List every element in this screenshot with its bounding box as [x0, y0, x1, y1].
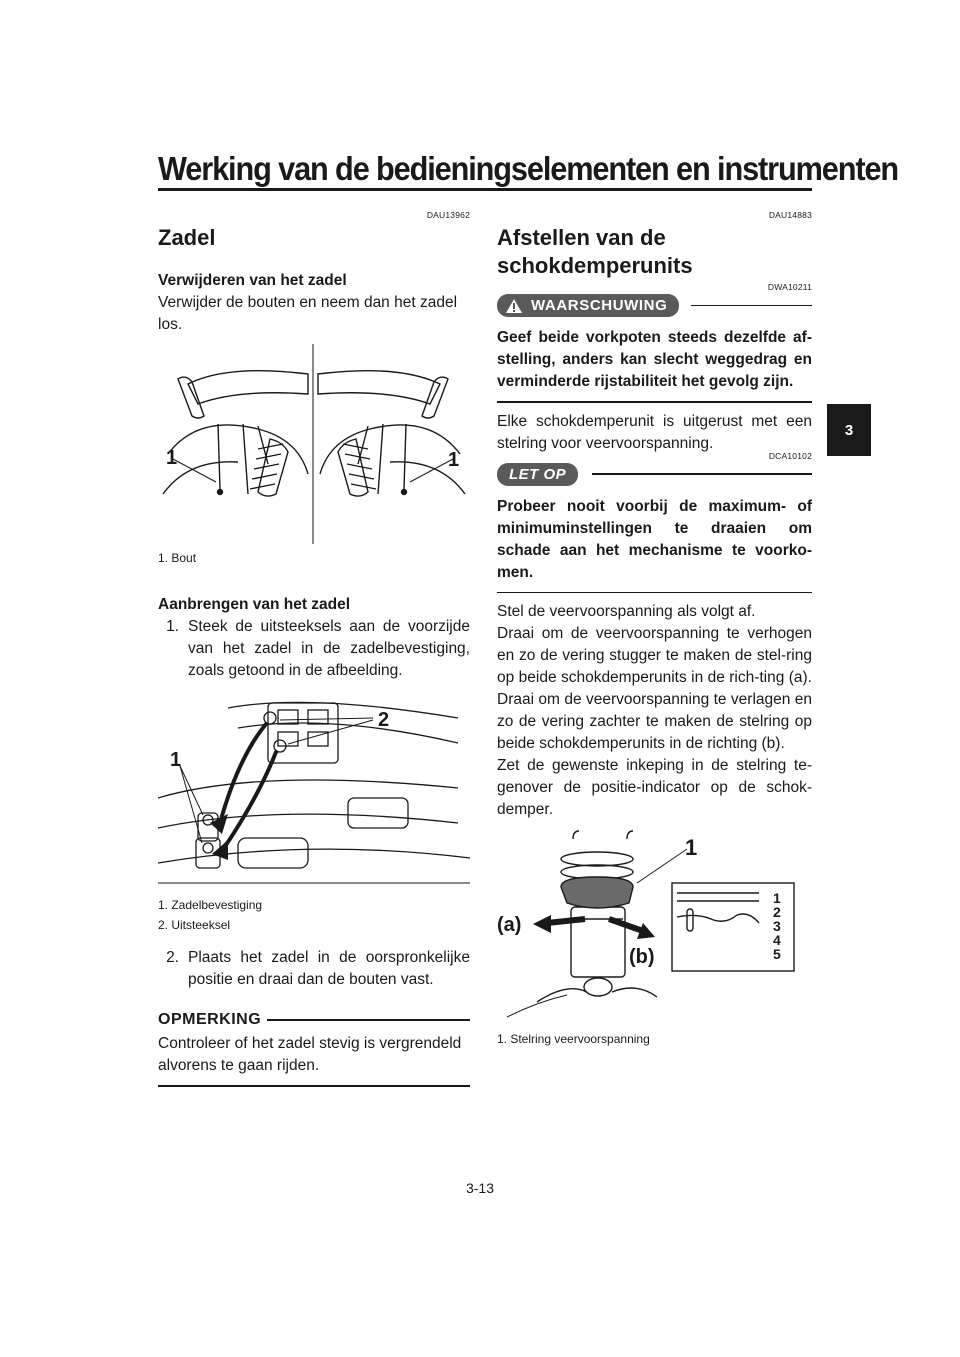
scale-mark-4: 4 [773, 932, 781, 948]
caution-code: DCA10102 [768, 450, 812, 461]
section-title-line1: Afstellen van de [497, 225, 666, 250]
paragraph-directions: Draai om de veervoorspanning te verhogen en zo de vering stugger te maken de stel-ring op beide schokdemperunits in de rich-ting (a). Draai om de veervoorspanning te verlagen en zo de vering zachter te maken de stelring op beide schokdemperunits in de richting (b). [497, 625, 812, 752]
fig1-callout-left: 1 [166, 447, 178, 469]
warning-header [497, 294, 812, 317]
fig2-caption-1: 1. Zadelbevestiging [158, 898, 263, 912]
page-number: 3-13 [465, 1180, 495, 1196]
seat-bolts-illustration [158, 344, 470, 544]
note-label: OPMERKING [158, 1011, 262, 1028]
note-bottom-rule [158, 1085, 470, 1087]
section-code: DAU14883 [768, 210, 812, 220]
section-title-line2: schokdemperunits [497, 253, 693, 278]
fig3-callout: 1 [685, 835, 698, 860]
seat-mount-illustration [158, 688, 470, 893]
install-heading: Aanbrengen van het zadel [158, 596, 351, 613]
scale-mark-3: 3 [773, 918, 781, 934]
paragraph-intro: Stel de veervoorspanning als volgt af. [497, 603, 756, 620]
caution-bottom-rule [497, 592, 812, 594]
warning-label: WAARSCHUWING [531, 297, 668, 314]
warning-triangle-icon [505, 298, 523, 314]
fig3-caption: 1. Stelring veervoorspanning [497, 1032, 650, 1046]
page-header-title: Werking van de bedieningselementen en instrumenten [158, 150, 899, 187]
paragraph-notch: Zet de gewenste inkeping in de stelring te-genover de positie-indicator op de schok-demper. [497, 757, 812, 818]
fig2-caption-2: 2. Uitsteeksel [158, 918, 231, 932]
warning-rule [691, 305, 812, 307]
note-header [158, 1011, 470, 1029]
right-column [497, 210, 812, 1049]
fig1-callout-right: 1 [448, 449, 460, 471]
fig3-label-a: (a) [497, 914, 522, 936]
figure-spring-preload [497, 827, 812, 1027]
section-code: DAU13962 [426, 210, 470, 220]
scale-mark-1: 1 [773, 890, 781, 906]
remove-text: Verwijder de bouten en neem dan het zadel los. [158, 294, 458, 333]
warning-code: DWA10211 [767, 282, 812, 292]
fig1-caption: 1. Bout [158, 551, 197, 565]
caution-text: Probeer nooit voorbij de maximum- of minimuminstellingen te draaien om schade aan het mechanisme te voorko-men. [497, 497, 812, 581]
warning-bottom-rule [497, 401, 812, 403]
caution-badge: LET OP [497, 463, 578, 486]
scale-mark-5: 5 [773, 946, 781, 962]
section-title-zadel: Zadel [158, 225, 216, 250]
step-text: Plaats het zadel in de oorspronkelijke positie en draai dan de bouten vast. [188, 949, 470, 988]
install-step [158, 616, 470, 682]
header-rule [158, 188, 812, 191]
note-rule [267, 1019, 470, 1021]
left-column [158, 210, 470, 1087]
step-text: Steek de uitsteeksels aan de voorzijde van het zadel in de zadelbevestiging, zoals getoond in de afbeelding. [188, 618, 470, 679]
caution-header [497, 463, 812, 486]
fig3-label-b: (b) [629, 946, 655, 968]
note-text: Controleer of het zadel stevig is vergrendeld alvorens te gaan rijden. [158, 1035, 462, 1074]
warning-badge [497, 294, 679, 317]
step-number: 2. [166, 949, 179, 966]
install-step [158, 947, 470, 991]
warning-text: Geef beide vorkpoten steeds dezelfde af-stelling, anders kan slecht weggedrag en verminderde rijstabiliteit het gevolg zijn. [497, 329, 812, 390]
paragraph-ring: Elke schokdemperunit is uitgerust met een stelring voor veervoorspanning. [497, 412, 812, 452]
step-number: 1. [166, 618, 179, 635]
scale-mark-2: 2 [773, 904, 781, 920]
figure-seat-mount [158, 688, 470, 893]
remove-heading: Verwijderen van het zadel [158, 272, 347, 289]
fig2-callout-2: 2 [378, 709, 390, 731]
chapter-tab: 3 [827, 404, 871, 456]
caution-rule [592, 473, 812, 475]
figure-seat-bolts [158, 344, 470, 544]
fig2-callout-1: 1 [170, 749, 182, 771]
spring-preload-illustration [497, 827, 812, 1027]
